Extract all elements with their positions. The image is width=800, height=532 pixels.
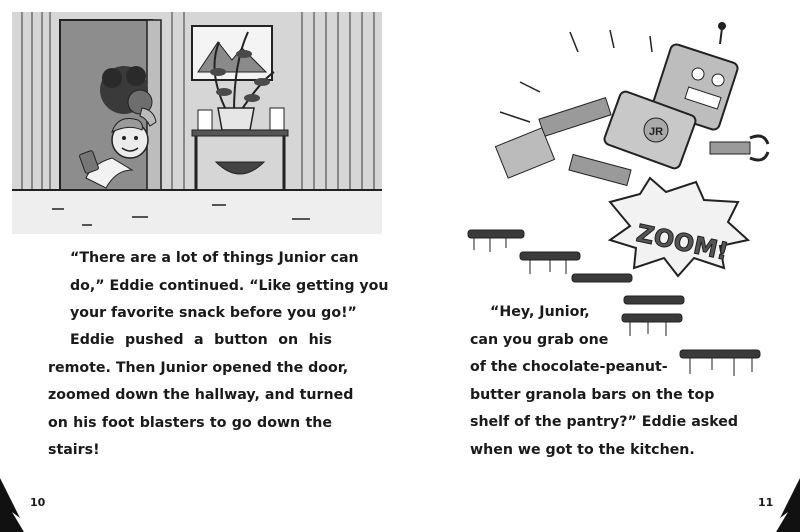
doorway-illustration [12,12,382,234]
text-line: when we got to the kitchen. [470,441,695,458]
corner-decoration [770,478,800,532]
text-line: remote. Then Junior opened the door, [48,359,349,376]
text-line: stairs! [48,442,100,458]
text-line: “Hey, Junior, [490,304,590,320]
text-line: shelf of the pantry?” Eddie asked [470,414,739,430]
robot-figure [495,22,768,185]
robot-illustration [460,12,800,312]
text-line: of the chocolate-peanut- [470,359,668,375]
text-line: on his foot blasters to go down the [48,414,332,431]
left-paragraph-2 [48,327,354,465]
svg-text:ZOOM!: ZOOM! [634,219,731,266]
text-line: Eddie pushed a button on his [70,332,332,348]
text-line: “There are a lot of things Junior can [70,250,359,266]
svg-text:JR: JR [649,126,664,138]
text-line: do,” Eddie continued. “Like getting you [70,277,389,294]
page-number: 10 [30,496,46,509]
zoom-burst [610,178,748,276]
right-paragraph-1 [470,299,738,464]
text-line: your favorite snack before you go!” [70,305,357,321]
page-number: 11 [758,496,774,509]
left-paragraph-1 [70,245,389,328]
right-page [400,0,800,532]
text-line: butter granola bars on the top [470,386,715,403]
corner-decoration [0,478,30,532]
text-line: can you grab one [470,331,609,348]
text-line: zoomed down the hallway, and turned [48,387,354,403]
